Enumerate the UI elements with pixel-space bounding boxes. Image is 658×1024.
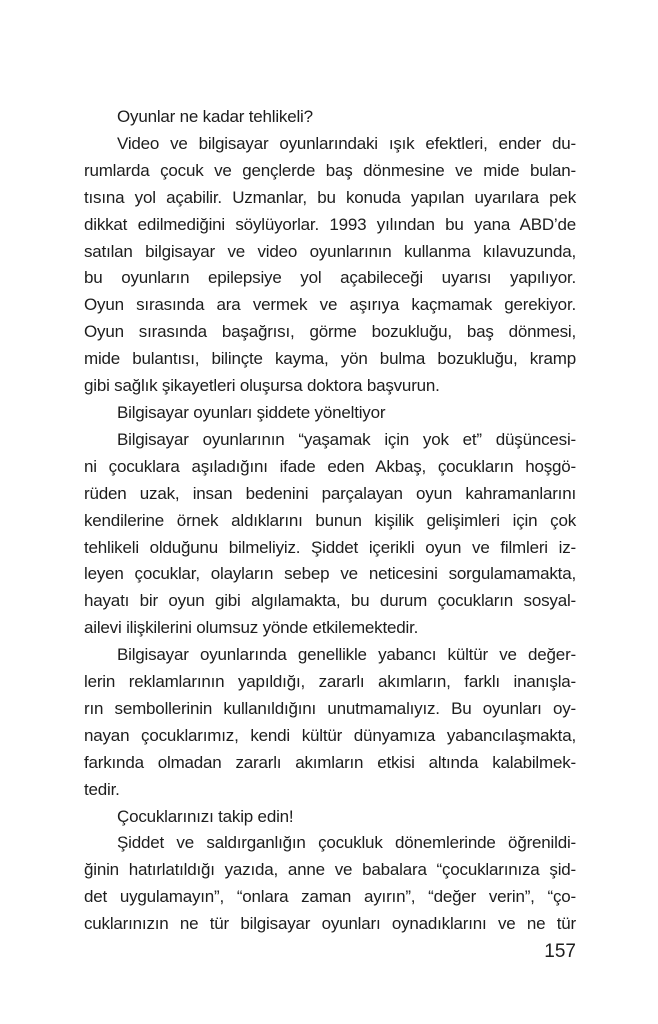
text-line: Oyun sırasında başağrısı, görme bozukluğu, baş dönmesi, [84,322,576,342]
text-line: Bilgisayar oyunları şiddete yöneltiyor [117,402,386,422]
paragraph [84,642,576,803]
text-line: Oyunlar ne kadar tehlikeli? [117,107,313,126]
text-line: tehlikeli olduğunu bilmeliyiz. Şiddet içerikli oyun ve filmleri iz- [84,537,576,557]
text-line: lerin reklamlarının yapıldığı, zararlı akımların, farklı inanışla- [84,672,576,692]
text-line: Bilgisayar oyunlarında genellikle yabancı kültür ve değer- [117,645,576,665]
text-line: tedir. [84,779,120,799]
text-line: hayatı bir oyun gibi algılamakta, bu durum çocukların sosyal- [84,591,576,611]
text-line: mide bulantısı, bilinçte kayma, yön bulma bozukluğu, kramp [84,349,576,369]
paragraph [84,804,576,831]
text-line: tısına yol açabilir. Uzmanlar, bu konuda yapılan uyarılara pek [84,187,576,207]
text-line: rın sembollerinin kullanıldığını unutmamalıyız. Bu oyunları oy- [84,698,576,718]
text-line: rumlarda çocuk ve gençlerde baş dönmesine ve mide bulan- [84,160,576,180]
text-line: Oyun sırasında ara vermek ve aşırıya kaçmamak gerekiyor. [84,295,576,315]
text-line: kendilerine örnek aldıklarını bunun kişilik gelişimleri için çok [84,510,576,530]
text-line: Bilgisayar oyunlarının “yaşamak için yok et” düşüncesi- [117,429,576,449]
page-number: 157 [544,941,576,962]
text-line: det uygulamayın”, “onlara zaman ayırın”, “değer verin”, “ço- [84,887,576,907]
paragraph [84,131,576,400]
text-line: Video ve bilgisayar oyunlarındaki ışık efektleri, ender du- [117,133,576,153]
text-line: rüden uzak, insan bedenini parçalayan oyun kahramanlarını [84,483,576,503]
text-line: bu oyunların epilepsiye yol açabileceği uyarısı yapılıyor. [84,268,576,288]
text-line: ni çocuklara aşıladığını ifade eden Akbaş, çocukların hoşgö- [84,456,576,476]
text-line: ailevi ilişkilerini olumsuz yönde etkilemektedir. [84,618,419,638]
text-line: cuklarınızın ne tür bilgisayar oyunları oynadıklarını ve ne tür [84,914,576,934]
text-line: satılan bilgisayar ve video oyunlarının kullanma kılavuzunda, [84,241,576,261]
text-line: ğinin hatırlatıldığı yazıda, anne ve babalara “çocuklarınıza şid- [84,860,576,880]
paragraph [84,400,576,427]
paragraph [84,427,576,642]
text-line: Şiddet ve saldırganlığın çocukluk dönemlerinde öğrenildi- [117,833,576,853]
text-line: leyen çocuklar, olayların sebep ve neticesini sorgulamamakta, [84,564,576,584]
text-line: dikkat edilmediğini söylüyorlar. 1993 yılından bu yana ABD’de [84,214,576,234]
paragraph [84,830,576,938]
page-text [84,104,576,938]
text-line: nayan çocuklarımız, kendi kültür dünyamıza yabancılaşmakta, [84,725,576,745]
paragraph [84,104,576,131]
text-line: farkında olmadan zararlı akımların etkisi altında kalabilmek- [84,752,576,772]
text-line: gibi sağlık şikayetleri oluşursa doktora başvurun. [84,376,440,396]
text-line: Çocuklarınızı takip edin! [117,806,294,826]
